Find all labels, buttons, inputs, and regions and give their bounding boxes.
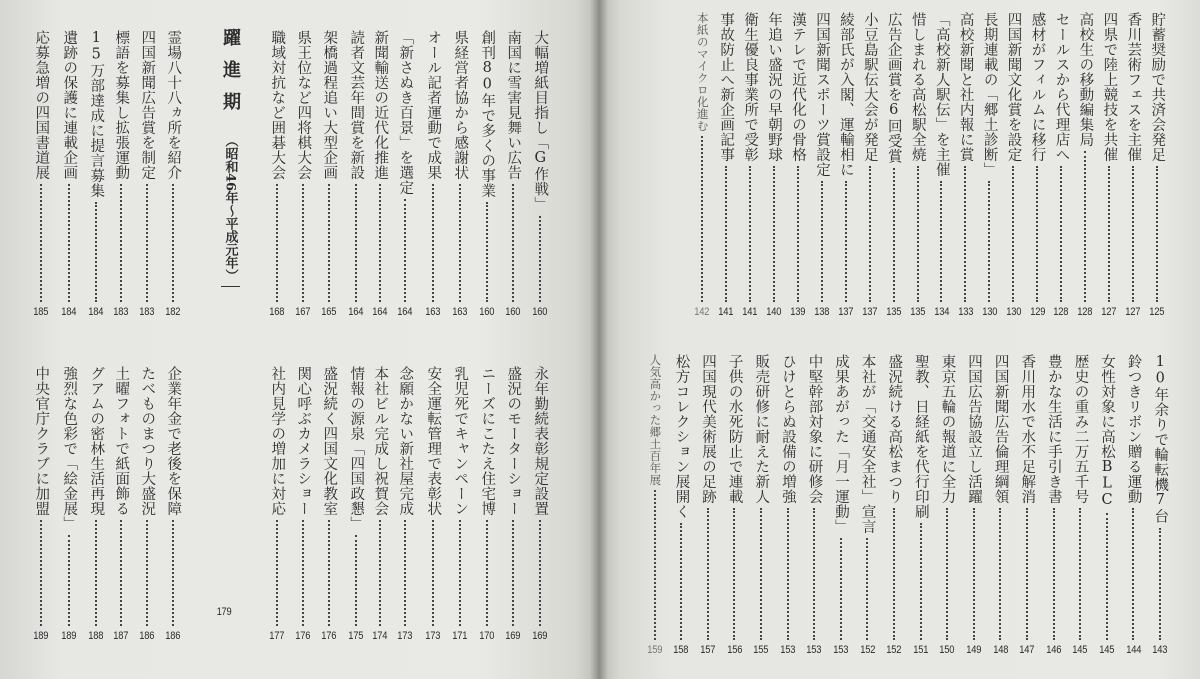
toc-entry-page: 175 bbox=[348, 630, 364, 642]
dot-leader bbox=[920, 523, 922, 640]
toc-entry-page: 189 bbox=[61, 630, 77, 642]
toc-entry bbox=[54, 366, 84, 642]
section-page-number: 179 bbox=[216, 606, 232, 618]
dot-leader bbox=[1060, 166, 1062, 302]
toc-entry bbox=[852, 354, 882, 656]
toc-entry-title: 東京五輪の報道に全力 bbox=[939, 354, 956, 504]
toc-entry bbox=[314, 30, 344, 318]
toc-entry-title: 架橋過程追い大型企画 bbox=[321, 30, 338, 180]
toc-entry-page: 164 bbox=[372, 306, 388, 318]
dot-leader bbox=[1132, 166, 1134, 302]
toc-entry-page: 176 bbox=[295, 630, 311, 642]
dot-leader bbox=[95, 520, 97, 626]
toc-entry-page: 155 bbox=[753, 644, 769, 656]
toc-entry-page: 174 bbox=[372, 630, 388, 642]
toc-entry-title: 土曜フォトで紙面飾る bbox=[113, 366, 130, 516]
toc-entry-page: 163 bbox=[452, 306, 468, 318]
toc-entry-title: 四国新聞広告賞を制定 bbox=[139, 30, 156, 180]
toc-entry-title: 中堅幹部対象に研修会 bbox=[806, 354, 823, 504]
dot-leader bbox=[512, 184, 514, 302]
toc-entry-page: 189 bbox=[33, 630, 49, 642]
dot-leader bbox=[1012, 166, 1014, 302]
toc-entry-page: 147 bbox=[1019, 644, 1035, 656]
toc-entry-title: 本紙のマイクロ化進む bbox=[695, 12, 710, 132]
toc-entry-page: 152 bbox=[859, 644, 875, 656]
toc-entry-title: 四国広告協設立し活躍 bbox=[966, 354, 983, 504]
toc-entry-title: たべものまつり大盛況 bbox=[139, 366, 156, 516]
toc-entry-title: 漢テレで近代化の骨格 bbox=[790, 12, 806, 162]
section-subtitle-text: （昭和46年〜平成元年） bbox=[222, 134, 238, 283]
toc-entry-title: 強烈な色彩で「絵金展」 bbox=[61, 366, 78, 531]
dot-leader bbox=[917, 166, 919, 302]
dot-leader bbox=[813, 508, 815, 640]
toc-entry bbox=[445, 30, 475, 318]
dot-leader bbox=[486, 520, 488, 626]
dot-leader bbox=[276, 520, 278, 626]
toc-entry-page: 134 bbox=[934, 306, 949, 318]
toc-entry-page: 170 bbox=[479, 630, 495, 642]
toc-entry-page: 160 bbox=[479, 306, 495, 318]
toc-entry bbox=[288, 366, 318, 642]
toc-entry-title: ひけとらぬ設備の増強 bbox=[779, 354, 796, 504]
toc-entry-title: 応募急増の四国書道展 bbox=[33, 30, 50, 180]
toc-entry bbox=[746, 354, 776, 656]
dot-leader bbox=[276, 184, 278, 302]
toc-entry-title: 15万部達成に提言募集 bbox=[88, 30, 105, 198]
toc-entry-title: 遺跡の保護に連載企画 bbox=[61, 30, 78, 180]
toc-entry-title: グアムの密林生活再現 bbox=[88, 366, 105, 516]
toc-entry-page: 160 bbox=[532, 306, 548, 318]
toc-entry-title: 子供の水死防止で連載 bbox=[726, 354, 743, 504]
toc-entry-title: 高校新聞と社内報に賞 bbox=[957, 12, 974, 162]
toc-entry-page: 185 bbox=[33, 306, 49, 318]
toc-entry bbox=[719, 354, 749, 656]
toc-entry-title: セールスから代理店へ bbox=[1053, 12, 1070, 162]
toc-entry bbox=[640, 354, 670, 656]
dot-leader bbox=[1108, 166, 1110, 302]
toc-entry bbox=[132, 30, 162, 318]
toc-entry-page: 153 bbox=[780, 644, 796, 656]
toc-entry-page: 169 bbox=[505, 630, 521, 642]
toc-entry-page: 130 bbox=[981, 306, 997, 318]
dot-leader bbox=[512, 520, 514, 626]
toc-entry-title: 聖教、日経紙を代行印刷 bbox=[912, 354, 929, 519]
toc-entry bbox=[445, 366, 475, 642]
dot-leader bbox=[654, 490, 656, 640]
toc-entry-title: 香川芸術フェスを主催 bbox=[1125, 12, 1142, 162]
dot-leader bbox=[379, 520, 381, 626]
dot-leader bbox=[40, 184, 42, 302]
toc-entry bbox=[1039, 354, 1069, 656]
toc-entry bbox=[525, 366, 555, 642]
dot-leader bbox=[172, 520, 174, 626]
toc-entry-page: 140 bbox=[766, 306, 782, 318]
dot-leader bbox=[539, 216, 541, 303]
toc-entry-title: 四国新聞文化賞を設定 bbox=[1005, 12, 1022, 162]
dot-leader bbox=[707, 508, 709, 640]
toc-entry bbox=[158, 30, 188, 318]
toc-entry-title: 綾部氏が入閣、運輸相に bbox=[837, 12, 854, 177]
toc-entry-title: 惜しまれる高松駅全焼 bbox=[909, 12, 926, 162]
toc-entry-page: 169 bbox=[532, 630, 548, 642]
dot-leader bbox=[1036, 166, 1038, 302]
dot-leader bbox=[1084, 151, 1086, 302]
dot-leader bbox=[946, 508, 948, 640]
dot-leader bbox=[120, 184, 122, 302]
dot-leader bbox=[459, 520, 461, 626]
toc-entry-title: 香川用水で水不足解消 bbox=[1019, 354, 1036, 504]
toc-entry-title: 盛況続ける高松まつり bbox=[886, 354, 903, 504]
dot-leader bbox=[773, 166, 775, 302]
toc-entry bbox=[687, 12, 717, 318]
toc-entry bbox=[81, 30, 111, 318]
toc-entry-title: オール記者運動で成果 bbox=[425, 30, 442, 180]
toc-entry-title: 中央官庁クラブに加盟 bbox=[33, 366, 50, 516]
toc-entry-page: 164 bbox=[348, 306, 364, 318]
toc-entry-title: 念願かない新社屋完成 bbox=[397, 366, 414, 516]
toc-entry-page: 165 bbox=[321, 306, 337, 318]
dot-leader bbox=[845, 181, 847, 302]
toc-entry-page: 173 bbox=[397, 630, 413, 642]
dot-leader bbox=[760, 508, 762, 640]
dot-leader bbox=[355, 184, 357, 302]
toc-entry-title: 歴史の重み二万五千号 bbox=[1072, 354, 1089, 504]
dot-leader bbox=[1026, 508, 1028, 640]
dot-leader bbox=[940, 181, 942, 302]
dot-leader bbox=[172, 184, 174, 302]
toc-entry bbox=[799, 354, 829, 656]
toc-entry-page: 127 bbox=[1125, 306, 1141, 318]
toc-entry-page: 156 bbox=[726, 644, 742, 656]
toc-entry-page: 153 bbox=[806, 644, 822, 656]
toc-entry bbox=[314, 366, 344, 642]
toc-entry-title: 長期連載の「郷土診断」 bbox=[981, 12, 998, 177]
toc-entry-title: 県経営者協から感謝状 bbox=[452, 30, 469, 180]
dot-leader bbox=[379, 184, 381, 302]
dot-leader bbox=[1132, 508, 1134, 640]
dot-leader bbox=[486, 202, 488, 302]
dot-leader bbox=[68, 535, 70, 626]
toc-entry bbox=[693, 354, 723, 656]
dot-leader bbox=[459, 184, 461, 302]
toc-entry-title: 小豆島駅伝大会が発足 bbox=[861, 12, 878, 162]
toc-entry-page: 164 bbox=[397, 306, 413, 318]
toc-entry-page: 184 bbox=[88, 306, 104, 318]
dot-leader bbox=[866, 538, 868, 640]
toc-entry-title: 人気高かった郷土百年展 bbox=[648, 354, 663, 486]
toc-entry-page: 148 bbox=[992, 644, 1008, 656]
dot-leader bbox=[893, 508, 895, 640]
dot-leader bbox=[1079, 508, 1081, 640]
dot-leader bbox=[821, 181, 823, 302]
toc-entry-title: 四国新聞広告倫理綱領 bbox=[992, 354, 1009, 504]
toc-entry-page: 153 bbox=[833, 644, 849, 656]
toc-entry-page: 143 bbox=[1152, 644, 1168, 656]
toc-entry bbox=[826, 354, 856, 656]
toc-entry-page: 138 bbox=[814, 306, 830, 318]
toc-entry-page: 186 bbox=[139, 630, 155, 642]
toc-entry-title: 本社ビル完成し祝賀会 bbox=[372, 366, 389, 516]
toc-entry-page: 145 bbox=[1099, 644, 1115, 656]
toc-entry-page: 168 bbox=[269, 306, 285, 318]
dot-leader bbox=[404, 199, 406, 302]
toc-entry bbox=[1012, 354, 1042, 656]
toc-entry-page: 187 bbox=[113, 630, 129, 642]
toc-entry bbox=[879, 354, 909, 656]
toc-entry bbox=[54, 30, 84, 318]
toc-entry-title: 創刊80年で多くの事業 bbox=[479, 30, 496, 198]
toc-entry bbox=[262, 30, 292, 318]
toc-entry-title: 松方コレクション展開く bbox=[673, 354, 690, 519]
toc-entry-page: 141 bbox=[742, 306, 758, 318]
toc-entry bbox=[26, 30, 56, 318]
toc-entry bbox=[418, 366, 448, 642]
toc-entry-title: 成果あがった「月一運動」 bbox=[833, 354, 850, 534]
dot-leader bbox=[749, 166, 751, 302]
toc-entry-title: 読者文芸年間賞を新設 bbox=[348, 30, 365, 180]
dot-leader bbox=[680, 523, 682, 640]
toc-entry-title: 情報の源泉「四国政懇」 bbox=[348, 366, 365, 531]
toc-entry-page: 137 bbox=[838, 306, 854, 318]
toc-entry-page: 133 bbox=[957, 306, 973, 318]
toc-entry-page: 167 bbox=[295, 306, 311, 318]
toc-entry-title: 企業年金で老後を保障 bbox=[165, 366, 182, 516]
toc-entry-page: 177 bbox=[269, 630, 285, 642]
dot-leader bbox=[1053, 508, 1055, 640]
dot-leader bbox=[302, 520, 304, 626]
toc-entry-title: 販売研修に耐えた新人 bbox=[753, 354, 770, 504]
toc-entry bbox=[81, 366, 111, 642]
toc-entry-title: 大幅増紙目指し「G作戦」 bbox=[532, 30, 549, 212]
toc-entry-page: 160 bbox=[505, 306, 521, 318]
section-title: 躍進期 bbox=[220, 28, 241, 124]
toc-entry-title: 盛況続く四国文化教室 bbox=[321, 366, 338, 516]
toc-entry-title: 年追い盛況の早朝野球 bbox=[766, 12, 783, 162]
dot-leader bbox=[302, 184, 304, 302]
toc-entry bbox=[158, 366, 188, 642]
toc-entry bbox=[498, 366, 528, 642]
dot-leader bbox=[432, 520, 434, 626]
dot-leader bbox=[432, 184, 434, 302]
section-subtitle bbox=[221, 134, 240, 287]
toc-entry-title: 霊場八十八ヵ所を紹介 bbox=[165, 30, 182, 180]
toc-entry-page: 151 bbox=[913, 644, 929, 656]
toc-entry-page: 163 bbox=[425, 306, 441, 318]
toc-entry-page: 152 bbox=[886, 644, 902, 656]
dot-leader bbox=[328, 520, 330, 626]
toc-entry bbox=[26, 366, 56, 642]
dot-leader bbox=[1156, 166, 1158, 302]
toc-entry-title: 「新さぬき百景」を選定 bbox=[397, 30, 414, 195]
dot-leader bbox=[328, 184, 330, 302]
toc-entry-title: 鈴つきリボン贈る運動 bbox=[1125, 354, 1142, 504]
toc-entry-title: ニーズにこたえ住宅博 bbox=[479, 366, 496, 516]
toc-entry-title: 豊かな生活に手引き書 bbox=[1045, 354, 1062, 504]
dot-leader bbox=[999, 508, 1001, 640]
toc-entry-title: 乳児死でキャンペーン bbox=[452, 366, 469, 516]
dot-leader bbox=[95, 202, 97, 302]
toc-entry-page: 125 bbox=[1149, 306, 1165, 318]
toc-entry bbox=[472, 30, 502, 318]
toc-entry-title: 衛生優良事業所で受彰 bbox=[742, 12, 759, 162]
dot-leader bbox=[404, 520, 406, 626]
book-gutter bbox=[590, 0, 608, 679]
toc-entry-page: 183 bbox=[113, 306, 129, 318]
toc-entry-page: 176 bbox=[321, 630, 337, 642]
dot-leader bbox=[539, 520, 541, 626]
toc-entry-page: 150 bbox=[939, 644, 955, 656]
toc-entry bbox=[932, 354, 962, 656]
toc-entry-page: 127 bbox=[1101, 306, 1117, 318]
toc-entry bbox=[288, 30, 318, 318]
toc-entry-title: 事故防止へ新企画記事 bbox=[718, 12, 735, 162]
toc-entry bbox=[132, 366, 162, 642]
toc-entry-title: 「高校新人駅伝」を主催 bbox=[933, 12, 950, 177]
toc-entry-page: 130 bbox=[1005, 306, 1021, 318]
toc-entry-page: 173 bbox=[425, 630, 441, 642]
toc-entry-page: 135 bbox=[910, 306, 925, 318]
toc-entry-page: 144 bbox=[1125, 644, 1141, 656]
toc-entry-title: 四国新聞スポーツ賞設定 bbox=[813, 12, 830, 177]
toc-entry-page: 186 bbox=[165, 630, 181, 642]
toc-entry-title: 職域対抗など囲碁大会 bbox=[269, 30, 286, 180]
toc-entry bbox=[1145, 354, 1175, 656]
toc-entry-title: 四国現代美術展の足跡 bbox=[700, 354, 717, 504]
toc-entry-title: 本社が「交通安全社」宣言 bbox=[859, 354, 876, 534]
toc-entry-title: 県王位など四将棋大会 bbox=[295, 30, 312, 180]
toc-entry-page: 184 bbox=[61, 306, 77, 318]
dot-leader bbox=[701, 136, 703, 302]
dot-leader bbox=[733, 508, 735, 640]
toc-entry bbox=[1065, 354, 1095, 656]
toc-entry bbox=[666, 354, 696, 656]
toc-entry-title: 関心呼ぶカメラショー bbox=[295, 366, 312, 516]
toc-entry-title: 四県で陸上競技を共催 bbox=[1101, 12, 1118, 162]
toc-entry-title: 高校生の移動編集局 bbox=[1077, 12, 1094, 147]
toc-entry-title: 安全運転管理で表彰状 bbox=[425, 366, 442, 516]
toc-entry-title: 新聞輸送の近代化推進 bbox=[372, 30, 389, 180]
toc-entry-page: 171 bbox=[452, 630, 468, 642]
dot-leader bbox=[120, 520, 122, 626]
toc-entry bbox=[906, 354, 936, 656]
toc-entry bbox=[773, 354, 803, 656]
dot-leader bbox=[964, 166, 966, 302]
dot-leader bbox=[355, 535, 357, 626]
toc-entry-title: 感材がフィルムに移行 bbox=[1029, 12, 1046, 162]
dot-leader bbox=[146, 184, 148, 302]
toc-entry bbox=[341, 366, 371, 642]
toc-entry-page: 137 bbox=[862, 306, 878, 318]
dot-leader bbox=[1159, 528, 1161, 641]
dot-leader bbox=[893, 168, 895, 303]
toc-entry-title: 盛況のモーターショー bbox=[505, 366, 522, 516]
toc-entry-page: 157 bbox=[700, 644, 716, 656]
dot-leader bbox=[1106, 513, 1108, 641]
toc-entry-page: 139 bbox=[790, 306, 806, 318]
toc-entry-page: 128 bbox=[1053, 306, 1069, 318]
toc-entry-page: 146 bbox=[1046, 644, 1062, 656]
toc-entry bbox=[985, 354, 1015, 656]
toc-entry-title: 女性対象に高松BLC bbox=[1099, 354, 1116, 509]
dot-leader bbox=[40, 520, 42, 626]
toc-entry-page: 141 bbox=[718, 306, 734, 318]
toc-entry bbox=[959, 354, 989, 656]
dot-leader bbox=[787, 508, 789, 640]
dot-leader bbox=[840, 538, 842, 640]
toc-entry-page: 183 bbox=[139, 306, 155, 318]
dot-leader bbox=[725, 166, 727, 302]
toc-entry-title: 広告企画賞を6回受賞 bbox=[885, 12, 902, 164]
toc-entry-page: 149 bbox=[966, 644, 982, 656]
dot-leader bbox=[797, 166, 799, 302]
toc-entry bbox=[525, 30, 555, 318]
toc-entry bbox=[1092, 354, 1122, 656]
toc-entry-page: 129 bbox=[1029, 306, 1045, 318]
toc-entry bbox=[472, 366, 502, 642]
toc-entry-title: 貯蓄奨励で共済会発足 bbox=[1149, 12, 1166, 162]
section-heading bbox=[212, 28, 248, 287]
dot-leader bbox=[988, 181, 990, 302]
toc-entry-page: 158 bbox=[673, 644, 689, 656]
dot-leader bbox=[146, 520, 148, 626]
toc-entry-title: 南国に雪害見舞い広告 bbox=[505, 30, 522, 180]
toc-entry-page: 128 bbox=[1077, 306, 1093, 318]
toc-entry-title: 標語を募集し拡張運動 bbox=[113, 30, 130, 180]
toc-entry bbox=[1118, 354, 1148, 656]
toc-entry bbox=[418, 30, 448, 318]
toc-entry-page: 145 bbox=[1072, 644, 1088, 656]
toc-entry-page: 142 bbox=[694, 306, 710, 318]
toc-entry-page: 159 bbox=[647, 644, 663, 656]
toc-entry-page: 135 bbox=[886, 306, 901, 318]
toc-entry bbox=[498, 30, 528, 318]
toc-entry-page: 188 bbox=[88, 630, 104, 642]
toc-entry bbox=[262, 366, 292, 642]
toc-entry bbox=[341, 30, 371, 318]
dot-leader bbox=[68, 184, 70, 302]
toc-entry-title: 社内見学の増加に対応 bbox=[269, 366, 286, 516]
toc-entry-title: 10年余りで輪転機7台 bbox=[1152, 354, 1169, 524]
toc-entry-page: 182 bbox=[165, 306, 181, 318]
toc-entry-title: 永年勤続表彰規定設置 bbox=[532, 366, 549, 516]
dot-leader bbox=[973, 508, 975, 640]
dot-leader bbox=[869, 166, 871, 302]
